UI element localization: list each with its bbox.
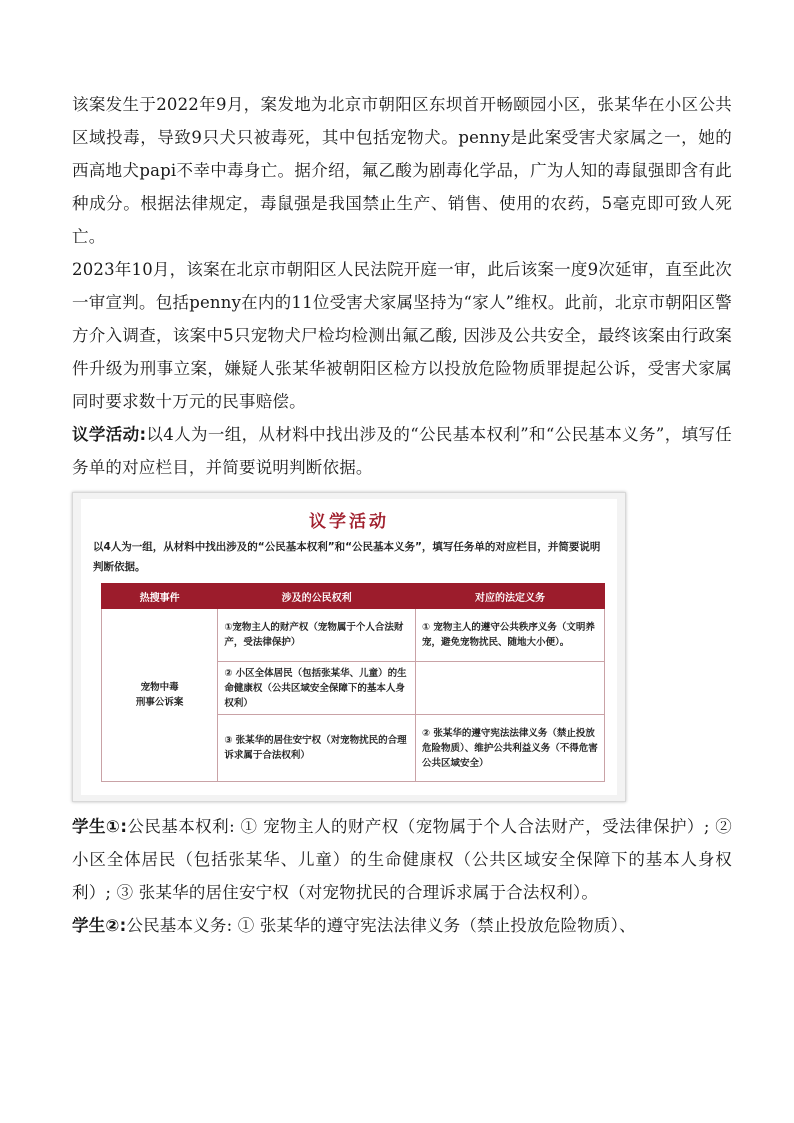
case-paragraph-1: 该案发生于2022年9月，案发地为北京市朝阳区东坝首开畅颐园小区，张某华在小区公共区域投毒，导致9只犬只被毒死，其中包括宠物犬。penny是此案受害犬家属之一，她的西高地犬papi不幸中毒身亡。据介绍，氟乙酸为剧毒化学品，广为人知的毒鼠强即含有此种成分。根据法律规定，毒鼠强是我国禁止生产、销售、使用的农药，5毫克即可致人死亡。	[72, 95, 732, 246]
case-paragraph-2: 2023年10月，该案在北京市朝阳区人民法院开庭一审，此后该案一度9次延审，直至此次一审宣判。包括penny在内的11位受害犬家属坚持为“家人”维权。此前，北京市朝阳区警方介入调查，该案中5只宠物犬尸检均检测出氟乙酸, 因涉及公共安全，最终该案由行政案件升级为刑事立案，嫌疑人张某华被朝阳区检方以投放危险物质罪提起公诉，受害犬家属同时要求数十万元的民事赔偿。	[72, 260, 732, 411]
right-cell-2: ② 小区全体居民（包括张某华、儿童）的生命健康权（公共区域安全保障下的基本人身权利）	[218, 662, 416, 715]
event-cell	[102, 609, 218, 782]
duty-cell-1: ① 宠物主人的遵守公共秩序义务（文明养宠，避免宠物扰民、随地大小便）。	[416, 609, 605, 662]
right-cell-3: ③ 张某华的居住安宁权（对宠物扰民的合理诉求属于合法权利）	[218, 715, 416, 782]
header-rights: 涉及的公民权利	[218, 584, 416, 609]
student-1-label: 学生①:	[72, 817, 128, 836]
task-table	[101, 583, 605, 782]
duty-cell-3: ② 张某华的遵守宪法法律义务（禁止投放危险物质）、维护公共利益义务（不得危害公共区域安全）	[416, 715, 605, 782]
header-duties: 对应的法定义务	[416, 584, 605, 609]
right-cell-1: ①宠物主人的财产权（宠物属于个人合法财产，受法律保护）	[218, 609, 416, 662]
duty-cell-2	[416, 662, 605, 715]
document-page	[72, 88, 732, 942]
slide-title: 议学活动	[309, 512, 389, 532]
activity-paragraph	[72, 418, 732, 484]
student-2-label: 学生②:	[72, 916, 127, 935]
slide-intro: 以4人为一组，从材料中找出涉及的“公民基本权利”和“公民基本义务”，填写任务单的对应栏目，并简要说明判断依据。	[93, 541, 601, 573]
activity-slide	[81, 499, 617, 795]
table-header-row	[102, 584, 605, 609]
activity-text: 以4人为一组，从材料中找出涉及的“公民基本权利”和“公民基本义务”，填写任务单的对应栏目，并简要说明判断依据。	[72, 425, 732, 477]
student-1-text: 公民基本权利: ① 宠物主人的财产权（宠物属于个人合法财产，受法律保护）; ② 小区全体居民（包括张某华、儿童）的生命健康权（公共区域安全保障下的基本人身权利）; ③ 张某华的居住安宁权（对宠物扰民的合理诉求属于合法权利）。	[72, 817, 732, 902]
activity-label: 议学活动:	[72, 425, 147, 444]
event-text: 宠物中毒 刑事公诉案	[135, 682, 184, 708]
student-1-paragraph	[72, 810, 732, 909]
student-2-paragraph	[72, 909, 732, 942]
table-row	[102, 609, 605, 662]
header-event: 热搜事件	[102, 584, 218, 609]
student-2-text: 公民基本义务: ① 张某华的遵守宪法法律义务（禁止投放危险物质）、	[126, 916, 636, 935]
activity-figure	[72, 492, 626, 802]
